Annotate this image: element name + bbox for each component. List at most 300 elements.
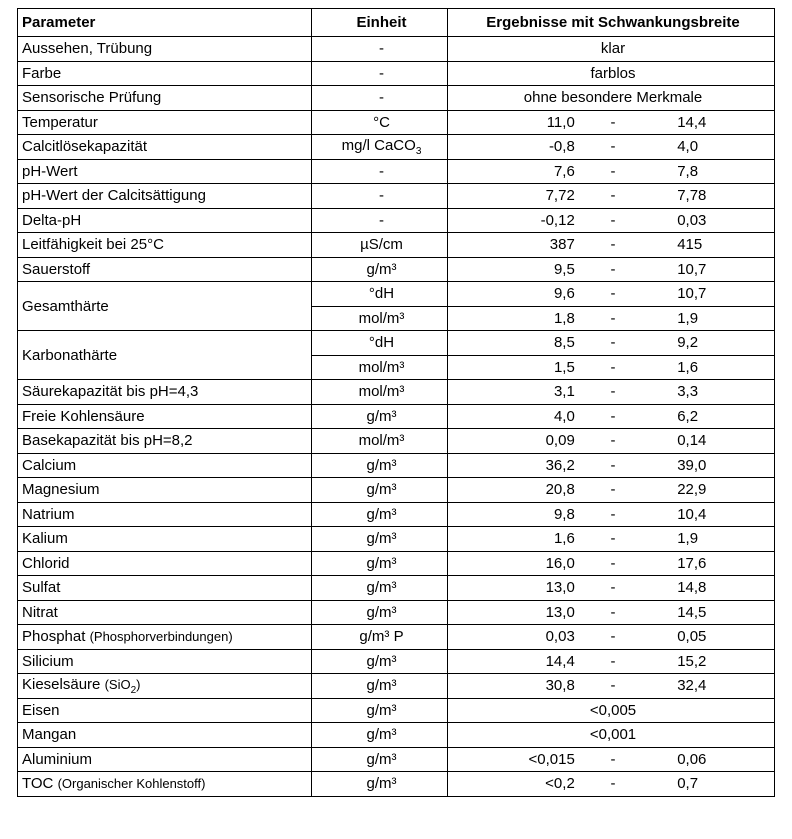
parameter-note-end: ) <box>136 676 141 692</box>
unit-text: g/m³ <box>366 554 397 572</box>
parameter-cell <box>18 527 312 552</box>
result-min: 7,72 <box>545 187 575 205</box>
unit-cell <box>312 478 448 503</box>
unit-text: g/m³ <box>366 603 397 621</box>
result-max: 415 <box>677 236 703 254</box>
unit-text: °C <box>373 113 390 131</box>
result-range <box>452 285 774 302</box>
parameter-cell <box>18 86 312 111</box>
parameter-cell <box>18 649 312 674</box>
table-row <box>18 600 775 625</box>
parameter-cell <box>18 37 312 62</box>
parameter-name: Eisen <box>22 701 60 719</box>
unit-cell <box>312 86 448 111</box>
result-range <box>452 334 774 351</box>
result-min: 1,5 <box>553 358 575 376</box>
result-max: 10,7 <box>677 285 707 303</box>
table-row <box>18 86 775 111</box>
unit-text: mol/m³ <box>358 383 405 401</box>
result-min: -0,8 <box>548 138 575 156</box>
parameter-cell <box>18 233 312 258</box>
unit-text: g/m³ <box>366 530 397 548</box>
result-cell <box>448 110 775 135</box>
unit-cell <box>312 649 448 674</box>
result-cell <box>448 625 775 650</box>
result-dash: - <box>610 603 616 621</box>
result-dash: - <box>610 285 616 303</box>
table-row <box>18 502 775 527</box>
result-cell <box>448 576 775 601</box>
table-body <box>18 37 775 797</box>
unit-cell <box>312 135 448 160</box>
unit-text: - <box>379 40 384 58</box>
result-range <box>452 457 774 474</box>
unit-cell <box>312 61 448 86</box>
result-min: 14,4 <box>545 652 575 670</box>
parameter-cell <box>18 159 312 184</box>
parameter-note: (SiO <box>104 676 131 692</box>
unit-text: - <box>379 64 384 82</box>
result-dash: - <box>610 505 616 523</box>
parameter-cell <box>18 478 312 503</box>
result-dash: - <box>610 481 616 499</box>
parameter-cell <box>18 674 312 699</box>
header-row <box>18 9 775 37</box>
result-max: 3,3 <box>677 383 699 401</box>
result-max: 7,8 <box>677 162 699 180</box>
parameter-cell <box>18 282 312 331</box>
result-range <box>452 261 774 278</box>
unit-cell <box>312 502 448 527</box>
result-min: 20,8 <box>545 481 575 499</box>
result-dash: - <box>610 750 616 768</box>
result-range <box>452 555 774 572</box>
table-row <box>18 331 775 356</box>
unit-cell <box>312 404 448 429</box>
result-cell <box>448 747 775 772</box>
result-range <box>452 432 774 449</box>
parameter-name: Farbe <box>22 64 62 82</box>
header-unit: Einheit <box>312 9 448 37</box>
unit-cell <box>312 698 448 723</box>
table-row <box>18 61 775 86</box>
result-dash: - <box>610 334 616 352</box>
unit-cell <box>312 110 448 135</box>
unit-text: g/m³ <box>366 701 397 719</box>
result-max: 22,9 <box>677 481 707 499</box>
parameter-cell <box>18 772 312 797</box>
parameter-name: Basekapazität bis pH=8,2 <box>22 432 193 450</box>
parameter-cell <box>18 61 312 86</box>
unit-cell <box>312 674 448 699</box>
result-dash: - <box>610 358 616 376</box>
result-min: 7,6 <box>553 162 575 180</box>
result-range <box>452 383 774 400</box>
unit-text: µS/cm <box>360 236 403 254</box>
result-range <box>452 114 774 131</box>
unit-text: g/m³ <box>366 652 397 670</box>
result-dash: - <box>610 113 616 131</box>
unit-cell <box>312 625 448 650</box>
table-row <box>18 576 775 601</box>
result-cell <box>448 649 775 674</box>
result-range <box>452 187 774 204</box>
result-min: 13,0 <box>545 603 575 621</box>
table-row <box>18 772 775 797</box>
result-max: 14,4 <box>677 113 707 131</box>
result-dash: - <box>610 456 616 474</box>
unit-cell <box>312 551 448 576</box>
result-max: 0,7 <box>677 775 699 793</box>
result-dash: - <box>610 775 616 793</box>
result-min: 16,0 <box>545 554 575 572</box>
result-max: 15,2 <box>677 652 707 670</box>
table-row <box>18 747 775 772</box>
parameter-name: Sauerstoff <box>22 260 91 278</box>
header-results: Ergebnisse mit Schwankungsbreite <box>448 9 775 37</box>
result-dash: - <box>610 554 616 572</box>
result-min: 387 <box>549 236 575 254</box>
result-text: klar <box>600 40 626 58</box>
parameter-name: Calcium <box>22 456 77 474</box>
unit-cell <box>312 772 448 797</box>
result-range <box>452 506 774 523</box>
result-text: ohne besondere Merkmale <box>523 89 703 107</box>
result-dash: - <box>610 628 616 646</box>
result-max: 0,14 <box>677 432 707 450</box>
result-range <box>452 163 774 180</box>
parameter-name: Silicium <box>22 652 74 670</box>
unit-text: °dH <box>368 285 395 303</box>
result-dash: - <box>610 407 616 425</box>
parameter-name: Temperatur <box>22 113 98 131</box>
result-dash: - <box>610 579 616 597</box>
parameter-cell <box>18 747 312 772</box>
result-min: <0,2 <box>545 775 575 793</box>
result-min: 9,5 <box>553 260 575 278</box>
result-max: 17,6 <box>677 554 707 572</box>
unit-cell <box>312 282 448 307</box>
result-cell <box>448 331 775 356</box>
table-row <box>18 723 775 748</box>
unit-text: °dH <box>368 334 395 352</box>
parameter-name: Kalium <box>22 530 68 548</box>
result-min: <0,015 <box>528 750 575 768</box>
unit-text: mol/m³ <box>358 309 405 327</box>
parameter-cell <box>18 723 312 748</box>
result-range <box>452 212 774 229</box>
result-min: 11,0 <box>546 113 575 131</box>
unit-cell <box>312 380 448 405</box>
result-min: 36,2 <box>545 456 575 474</box>
table-row <box>18 478 775 503</box>
result-min: -0,12 <box>540 211 575 229</box>
unit-text: g/m³ <box>366 260 397 278</box>
unit-cell <box>312 576 448 601</box>
result-dash: - <box>610 236 616 254</box>
result-min: 3,1 <box>553 383 575 401</box>
result-max: 0,03 <box>677 211 707 229</box>
unit-text: g/m³ <box>366 579 397 597</box>
table-row <box>18 429 775 454</box>
parameter-name: Sulfat <box>22 579 61 597</box>
parameter-cell <box>18 625 312 650</box>
result-cell <box>448 86 775 111</box>
result-min: 4,0 <box>553 407 575 425</box>
parameter-name: Säurekapazität bis pH=4,3 <box>22 383 199 401</box>
result-range <box>452 138 774 155</box>
table-row <box>18 380 775 405</box>
water-analysis-table <box>17 8 775 797</box>
parameter-name: Leitfähigkeit bei 25°C <box>22 236 164 254</box>
result-max: 6,2 <box>677 407 699 425</box>
table-row <box>18 159 775 184</box>
table-row <box>18 698 775 723</box>
result-max: 10,4 <box>677 505 707 523</box>
result-dash: - <box>610 162 616 180</box>
result-range <box>452 628 774 645</box>
table-row <box>18 453 775 478</box>
result-range <box>452 677 774 694</box>
unit-text: mg/l CaCO <box>341 136 416 154</box>
result-text: <0,005 <box>589 701 637 719</box>
header-parameter: Parameter <box>18 9 312 37</box>
parameter-name: Kieselsäure <box>22 675 101 693</box>
parameter-note: (Organischer Kohlenstoff) <box>57 776 206 792</box>
table-row <box>18 625 775 650</box>
result-range <box>452 310 774 327</box>
result-min: 9,6 <box>553 285 575 303</box>
result-cell <box>448 233 775 258</box>
table-row <box>18 674 775 699</box>
result-min: 13,0 <box>545 579 575 597</box>
unit-cell <box>312 355 448 380</box>
parameter-note: (Phosphorverbindungen) <box>89 629 233 645</box>
parameter-cell <box>18 257 312 282</box>
parameter-cell <box>18 135 312 160</box>
parameter-note-subscript: 2 <box>130 684 137 696</box>
result-cell <box>448 282 775 307</box>
unit-text: g/m³ <box>366 481 397 499</box>
result-max: 1,6 <box>677 358 699 376</box>
result-cell <box>448 600 775 625</box>
unit-text: - <box>379 162 384 180</box>
result-max: 4,0 <box>677 138 699 156</box>
result-range <box>452 579 774 596</box>
result-range <box>452 408 774 425</box>
unit-text: g/m³ <box>366 407 397 425</box>
table-row <box>18 208 775 233</box>
parameter-name: TOC <box>22 775 54 793</box>
parameter-name: Karbonathärte <box>22 346 118 364</box>
result-cell <box>448 135 775 160</box>
result-min: 1,8 <box>553 309 575 327</box>
unit-text: - <box>379 211 384 229</box>
unit-text: g/m³ <box>366 456 397 474</box>
result-range <box>452 236 774 253</box>
result-cell <box>448 257 775 282</box>
result-cell <box>448 61 775 86</box>
result-dash: - <box>610 383 616 401</box>
unit-text: g/m³ <box>366 505 397 523</box>
result-cell <box>448 502 775 527</box>
result-dash: - <box>610 187 616 205</box>
parameter-cell <box>18 502 312 527</box>
result-text: <0,001 <box>589 726 637 744</box>
table-row <box>18 135 775 160</box>
parameter-name: Chlorid <box>22 554 70 572</box>
result-min: 30,8 <box>545 677 575 695</box>
result-cell <box>448 698 775 723</box>
result-max: 0,06 <box>677 750 707 768</box>
table-row <box>18 37 775 62</box>
result-cell <box>448 306 775 331</box>
result-max: 1,9 <box>677 530 699 548</box>
table-row <box>18 404 775 429</box>
unit-cell <box>312 429 448 454</box>
result-max: 14,5 <box>677 603 707 621</box>
result-cell <box>448 208 775 233</box>
unit-cell <box>312 306 448 331</box>
parameter-name: Magnesium <box>22 481 100 499</box>
result-range <box>452 359 774 376</box>
unit-text: g/m³ <box>366 775 397 793</box>
result-max: 1,9 <box>677 309 699 327</box>
result-max: 0,05 <box>677 628 707 646</box>
parameter-name: Phosphat <box>22 628 86 646</box>
result-text: farblos <box>590 64 636 82</box>
parameter-name: Calcitlösekapazität <box>22 138 148 156</box>
result-min: 1,6 <box>553 530 575 548</box>
parameter-name: pH-Wert <box>22 162 78 180</box>
unit-text: g/m³ <box>366 726 397 744</box>
parameter-cell <box>18 551 312 576</box>
unit-cell <box>312 233 448 258</box>
result-cell <box>448 674 775 699</box>
result-max: 7,78 <box>677 187 707 205</box>
parameter-name: Mangan <box>22 726 77 744</box>
unit-text: - <box>379 89 384 107</box>
unit-cell <box>312 600 448 625</box>
result-max: 10,7 <box>677 260 707 278</box>
unit-cell <box>312 723 448 748</box>
result-range <box>452 481 774 498</box>
result-dash: - <box>610 677 616 695</box>
table-row <box>18 233 775 258</box>
result-max: 9,2 <box>677 334 699 352</box>
unit-cell <box>312 257 448 282</box>
parameter-cell <box>18 698 312 723</box>
unit-cell <box>312 37 448 62</box>
table-row <box>18 527 775 552</box>
result-range <box>452 604 774 621</box>
result-cell <box>448 429 775 454</box>
result-min: 8,5 <box>553 334 575 352</box>
result-dash: - <box>610 530 616 548</box>
result-cell <box>448 380 775 405</box>
result-cell <box>448 404 775 429</box>
result-range <box>452 775 774 792</box>
unit-cell <box>312 331 448 356</box>
parameter-cell <box>18 110 312 135</box>
table-row <box>18 282 775 307</box>
table-row <box>18 110 775 135</box>
result-dash: - <box>610 138 616 156</box>
result-min: 9,8 <box>553 505 575 523</box>
result-cell <box>448 184 775 209</box>
unit-cell <box>312 453 448 478</box>
result-cell <box>448 478 775 503</box>
parameter-name: Natrium <box>22 505 75 523</box>
table-row <box>18 649 775 674</box>
unit-cell <box>312 208 448 233</box>
result-range <box>452 530 774 547</box>
parameter-name: Gesamthärte <box>22 297 109 315</box>
table-row <box>18 184 775 209</box>
result-cell <box>448 527 775 552</box>
result-max: 14,8 <box>677 579 707 597</box>
parameter-cell <box>18 600 312 625</box>
result-cell <box>448 453 775 478</box>
parameter-name: Nitrat <box>22 603 58 621</box>
parameter-name: Aluminium <box>22 750 93 768</box>
parameter-cell <box>18 380 312 405</box>
parameter-name: Aussehen, Trübung <box>22 40 153 58</box>
unit-cell <box>312 159 448 184</box>
unit-cell <box>312 184 448 209</box>
unit-text: mol/m³ <box>358 432 405 450</box>
result-cell <box>448 37 775 62</box>
result-cell <box>448 723 775 748</box>
result-range <box>452 751 774 768</box>
result-dash: - <box>610 211 616 229</box>
table-row <box>18 551 775 576</box>
result-max: 32,4 <box>677 677 707 695</box>
unit-subscript: 3 <box>415 145 422 157</box>
unit-text: g/m³ <box>366 750 397 768</box>
result-min: 0,03 <box>545 628 575 646</box>
result-dash: - <box>610 652 616 670</box>
parameter-cell <box>18 404 312 429</box>
parameter-cell <box>18 576 312 601</box>
result-cell <box>448 551 775 576</box>
parameter-name: pH-Wert der Calcitsättigung <box>22 187 206 205</box>
result-cell <box>448 772 775 797</box>
unit-text: g/m³ <box>366 677 397 695</box>
parameter-name: Freie Kohlensäure <box>22 407 145 425</box>
result-cell <box>448 355 775 380</box>
parameter-cell <box>18 184 312 209</box>
result-max: 39,0 <box>677 456 707 474</box>
unit-text: mol/m³ <box>358 358 405 376</box>
parameter-cell <box>18 429 312 454</box>
parameter-name: Sensorische Prüfung <box>22 89 162 107</box>
parameter-name: Delta-pH <box>22 211 82 229</box>
unit-text: g/m³ P <box>359 628 404 646</box>
result-range <box>452 653 774 670</box>
result-min: 0,09 <box>545 432 575 450</box>
table-row <box>18 257 775 282</box>
result-dash: - <box>610 309 616 327</box>
result-dash: - <box>610 432 616 450</box>
unit-cell <box>312 527 448 552</box>
parameter-cell <box>18 331 312 380</box>
parameter-cell <box>18 208 312 233</box>
unit-text: - <box>379 187 384 205</box>
parameter-cell <box>18 453 312 478</box>
unit-cell <box>312 747 448 772</box>
result-dash: - <box>610 260 616 278</box>
